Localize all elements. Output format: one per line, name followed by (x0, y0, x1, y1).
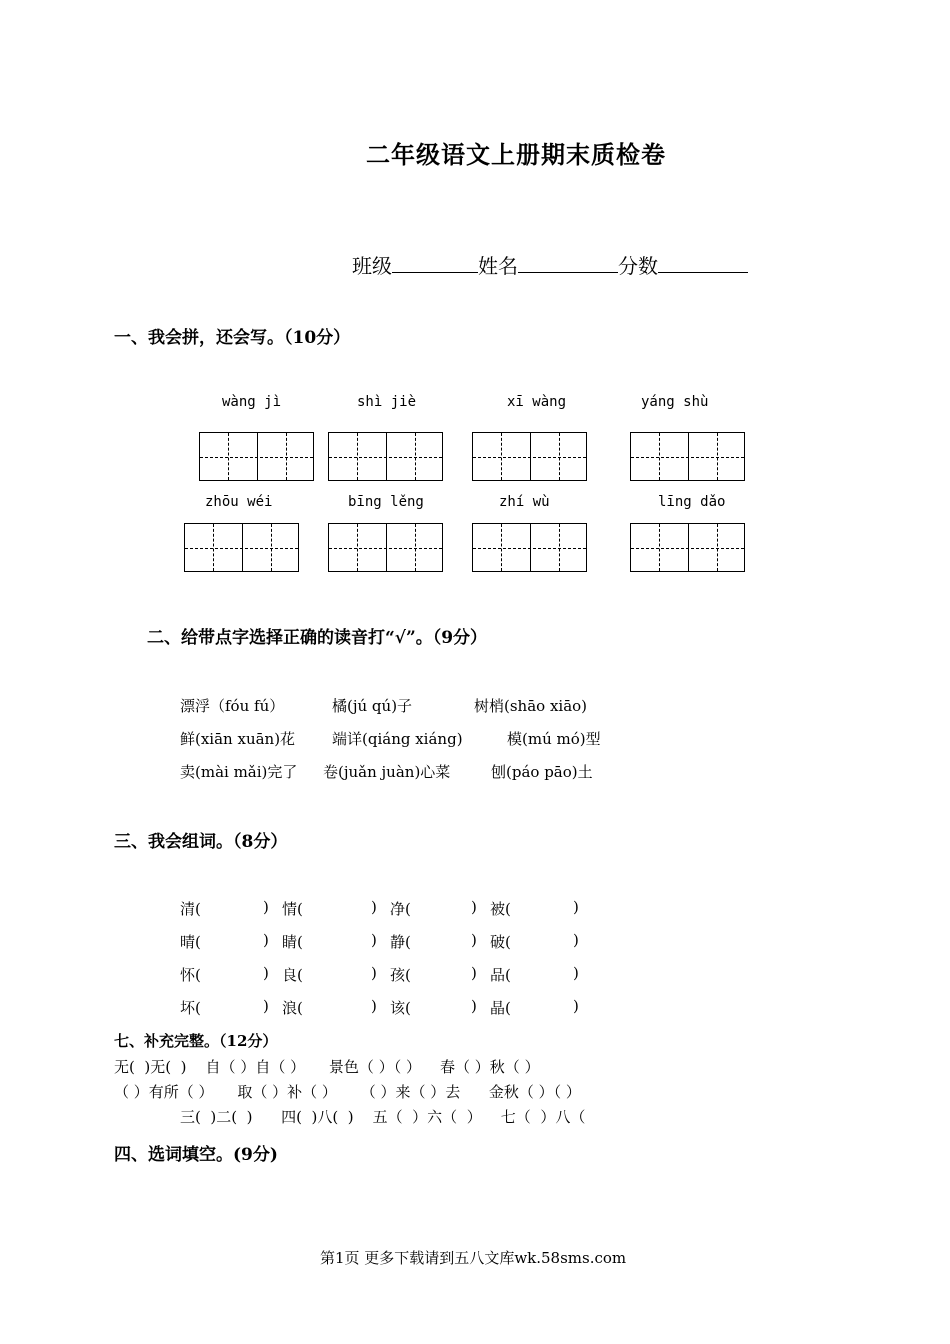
char-close: ) (263, 898, 269, 916)
page-title: 二年级语文上册期末质检卷 (366, 140, 666, 169)
writing-grid[interactable] (630, 432, 745, 481)
char-close: ) (263, 931, 269, 949)
char-open: 破( (490, 933, 511, 951)
name-blank (518, 252, 618, 273)
char-close: ) (471, 964, 477, 982)
pinyin-label: bīng lěng (348, 494, 424, 510)
pinyin-label: zhí wù (499, 494, 550, 510)
section-7-heading: 七、补充完整。（12分） (114, 1032, 278, 1050)
pronunciation-item[interactable]: 漂浮（fóu fú） (180, 697, 285, 715)
pronunciation-item[interactable]: 鲜(xiān xuān)花 (180, 730, 296, 748)
fill-line[interactable]: 三( )二( ) 四( )八( ) 五（ ）六（ ） 七（ ）八（ (180, 1108, 586, 1126)
char-open: 情( (282, 900, 303, 918)
char-close: ) (573, 997, 579, 1015)
char-open: 晶( (490, 999, 511, 1017)
char-close: ) (371, 964, 377, 982)
page-footer: 第1页 更多下载请到五八文库wk.58sms.com (320, 1249, 627, 1267)
pinyin-label: zhōu wéi (205, 494, 273, 510)
writing-grid[interactable] (328, 432, 443, 481)
pinyin-label: xī wàng (507, 394, 567, 410)
student-info (352, 250, 748, 279)
char-close: ) (263, 964, 269, 982)
section-4-heading: 四、选词填空。(9分) (114, 1145, 278, 1165)
char-open: 该( (390, 999, 411, 1017)
char-open: 清( (180, 900, 201, 918)
char-close: ) (371, 898, 377, 916)
char-open: 晴( (180, 933, 201, 951)
char-close: ) (471, 898, 477, 916)
char-close: ) (471, 931, 477, 949)
class-blank (392, 252, 478, 273)
section-1-heading: 一、我会拼，还会写。（10分） (114, 328, 351, 348)
pinyin-label: yáng shù (641, 394, 709, 410)
writing-grid[interactable] (630, 523, 745, 572)
pronunciation-item[interactable]: 刨(páo pāo)土 (491, 763, 593, 781)
char-open: 孩( (390, 966, 411, 984)
pronunciation-item[interactable]: 卖(mài mǎi)完了 (180, 763, 298, 781)
pinyin-label: līng dǎo (658, 494, 726, 510)
section-2-heading: 二、给带点字选择正确的读音打“√”。（9分） (147, 628, 488, 648)
fill-line[interactable]: （ ）有所（ ） 取（ ）补（ ） （ ）来（ ）去 金秋（ ）（ ） (114, 1083, 581, 1101)
pronunciation-item[interactable]: 卷(juǎn juàn)心菜 (323, 763, 451, 781)
fill-line[interactable]: 无( )无( ) 自（ ）自（ ） 景色（ ）（ ） 春（ ）秋（ ） (114, 1058, 540, 1076)
pinyin-label: shì jiè (357, 394, 417, 410)
char-close: ) (263, 997, 269, 1015)
char-open: 静( (390, 933, 411, 951)
writing-grid[interactable] (472, 523, 587, 572)
section-3-heading: 三、我会组词。（8分） (114, 832, 288, 852)
writing-grid[interactable] (472, 432, 587, 481)
pronunciation-item[interactable]: 模(mú mó)型 (507, 730, 601, 748)
char-close: ) (471, 997, 477, 1015)
char-close: ) (573, 931, 579, 949)
writing-grid[interactable] (328, 523, 443, 572)
name-label: 姓名 (478, 254, 518, 278)
score-blank (658, 252, 748, 273)
char-open: 怀( (180, 966, 201, 984)
score-label: 分数 (618, 254, 658, 278)
pronunciation-item[interactable]: 橘(jú qú)子 (332, 697, 413, 715)
pronunciation-item[interactable]: 端详(qiáng xiáng) (332, 730, 463, 748)
char-open: 坏( (180, 999, 201, 1017)
pronunciation-item[interactable]: 树梢(shāo xiāo) (474, 697, 588, 715)
char-close: ) (371, 997, 377, 1015)
char-open: 被( (490, 900, 511, 918)
char-open: 品( (490, 966, 511, 984)
char-close: ) (573, 964, 579, 982)
writing-grid[interactable] (199, 432, 314, 481)
char-close: ) (573, 898, 579, 916)
writing-grid[interactable] (184, 523, 299, 572)
char-open: 浪( (282, 999, 303, 1017)
char-open: 良( (282, 966, 303, 984)
char-open: 睛( (282, 933, 303, 951)
char-open: 净( (390, 900, 411, 918)
pinyin-label: wàng jì (222, 394, 282, 410)
class-label: 班级 (352, 254, 392, 278)
char-close: ) (371, 931, 377, 949)
